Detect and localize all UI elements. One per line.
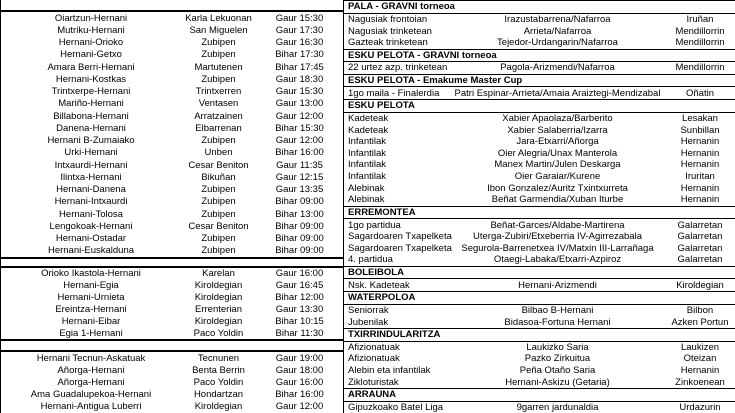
table-row bbox=[1, 303, 343, 315]
section-header-label: ESKU PELOTA - GRAVNI torneoa bbox=[348, 49, 497, 61]
time-label: Bihar 09:00 bbox=[275, 245, 324, 257]
table-row bbox=[1, 352, 343, 364]
category-label: Gipuzkoako Batel Liga bbox=[348, 401, 444, 413]
match-label: Lengokoak-Hernani bbox=[49, 220, 133, 232]
match-label: Hernani B-Zumaiako bbox=[47, 135, 135, 147]
table-row bbox=[1, 135, 343, 147]
location-label: Galarretan bbox=[677, 254, 723, 266]
time-label: Gaur 18:30 bbox=[275, 73, 324, 85]
match-label: Trintxerpe-Hernani bbox=[51, 86, 131, 98]
match-label: Egia 1-Hernani bbox=[59, 327, 123, 339]
table-row bbox=[344, 305, 735, 317]
table-row bbox=[1, 73, 343, 85]
match-label: Hernani-Orioko bbox=[58, 37, 124, 49]
table-row bbox=[1, 61, 343, 73]
time-label: Bihar 16:00 bbox=[275, 389, 324, 401]
table-row bbox=[344, 376, 735, 388]
venue-label: Zubipen bbox=[201, 184, 236, 196]
venue-label: Kiroldegian bbox=[194, 292, 243, 304]
table-row bbox=[1, 86, 343, 98]
time-label: Gaur 12:00 bbox=[275, 401, 324, 413]
category-label: 1go partidua bbox=[348, 219, 401, 231]
time-label: Gaur 16:00 bbox=[275, 377, 324, 388]
location-label: Zinkoenean bbox=[675, 376, 725, 388]
table-row bbox=[344, 342, 735, 354]
location-label: Kiroldegian bbox=[676, 279, 724, 291]
table-row bbox=[1, 245, 343, 257]
section-header-esku-pelota-gravni bbox=[344, 49, 735, 63]
match-label: Hernani-Ostadar bbox=[55, 233, 127, 245]
table-row bbox=[1, 37, 343, 49]
match-label: Hernani-Kostkas bbox=[55, 73, 127, 85]
category-label: Nagusiak trinketean bbox=[348, 25, 432, 37]
participants-label: 9garren jardunaldia bbox=[516, 401, 599, 413]
section-header-label: ARRAUNA bbox=[348, 389, 397, 401]
participants-label: Pagola-Arizmendi/Nafarroa bbox=[500, 62, 615, 74]
section-header-label: PALA - GRAVNI torneoa bbox=[348, 1, 455, 13]
time-label: Bihar 11:30 bbox=[275, 327, 324, 339]
venue-label: Zubipen bbox=[201, 49, 236, 61]
match-label: Hernani-Egia bbox=[63, 280, 119, 292]
match-label: Hernani-Intxaurdi bbox=[54, 196, 128, 208]
table-row bbox=[1, 364, 343, 376]
time-label: Bihar 16:00 bbox=[275, 147, 324, 159]
table-row bbox=[344, 219, 735, 231]
time-label: Gaur 16:30 bbox=[275, 37, 324, 49]
location-label: Bilbon bbox=[686, 304, 714, 316]
match-label: Mutriku-Hernani bbox=[57, 24, 125, 36]
match-label: Añorga-Hernani bbox=[57, 377, 125, 388]
match-schedule-table bbox=[0, 0, 343, 413]
participants-label: Patri Espinar-Arrieta/Amaia Araiztegi-Mendizabal bbox=[454, 87, 661, 99]
table-row bbox=[344, 62, 735, 74]
category-label: Alebinak bbox=[348, 194, 385, 206]
location-label: Oteizan bbox=[683, 353, 717, 365]
venue-label: Bikuñan bbox=[201, 171, 236, 183]
location-label: Oñatin bbox=[686, 87, 714, 99]
category-label: Afizionatuak bbox=[348, 341, 400, 353]
participants-label: Oier Garaiar/Kurene bbox=[514, 171, 601, 183]
location-label: Galarretan bbox=[677, 219, 723, 231]
time-label: Gaur 13:35 bbox=[275, 184, 324, 196]
match-label: Hernani-Euskalduna bbox=[47, 245, 135, 257]
venue-label: Paco Yoldin bbox=[193, 327, 244, 339]
table-row bbox=[1, 315, 343, 327]
category-label: Nagusiak frontoian bbox=[348, 13, 428, 25]
location-label: Laukizen bbox=[680, 341, 720, 353]
match-label: Mariño-Hernani bbox=[58, 98, 124, 110]
location-label: Galarretan bbox=[677, 231, 723, 243]
participants-label: Hernani-Arizmendi bbox=[518, 279, 597, 291]
participants-label: Irazustabarrena/Nafarroa bbox=[504, 13, 611, 25]
category-label: Kadeteak bbox=[348, 112, 389, 124]
section-header-esku-pelota bbox=[344, 99, 735, 113]
venue-label: Zubipen bbox=[201, 37, 236, 49]
venue-label: Zubipen bbox=[201, 208, 236, 220]
schedule-section-3 bbox=[1, 350, 343, 413]
location-label: Mendillorrin bbox=[675, 37, 725, 49]
venue-label: Kiroldegian bbox=[194, 401, 243, 413]
table-row bbox=[344, 37, 735, 49]
location-label: Iruritan bbox=[685, 171, 715, 183]
category-label: 4. partidua bbox=[348, 254, 393, 266]
table-row bbox=[344, 113, 735, 125]
category-label: Infantilak bbox=[348, 136, 387, 148]
venue-label: Kiroldegian bbox=[194, 315, 243, 327]
table-row bbox=[344, 182, 735, 194]
match-label: Intxaurdi-Hernani bbox=[54, 159, 128, 171]
match-label: Hernani-Urnieta bbox=[57, 292, 125, 304]
table-row bbox=[1, 196, 343, 208]
table-row bbox=[344, 254, 735, 266]
section-header-label: ESKU PELOTA - Emakume Master Cup bbox=[348, 75, 523, 87]
category-label: Zikloturistak bbox=[348, 376, 399, 388]
venue-label: Hondartzan bbox=[193, 389, 244, 401]
location-label: Hernanin bbox=[680, 182, 720, 194]
category-label: Jubenilak bbox=[348, 316, 389, 328]
time-label: Gaur 16:00 bbox=[275, 268, 324, 280]
venue-label: San Miguelen bbox=[189, 24, 248, 36]
table-row bbox=[1, 12, 343, 24]
sport-agenda-panel bbox=[343, 0, 735, 413]
location-label: Hernanin bbox=[680, 365, 720, 377]
category-label: 22 urtez azp. trinketean bbox=[348, 62, 448, 74]
venue-label: Zubipen bbox=[201, 73, 236, 85]
participants-label: Peña Otaño Saria bbox=[519, 365, 596, 377]
table-row bbox=[344, 353, 735, 365]
table-row bbox=[1, 376, 343, 388]
participants-label: Laukizko Saria bbox=[526, 341, 589, 353]
category-label: Sagardoaren Txapelketa bbox=[348, 242, 452, 254]
venue-label: Zubipen bbox=[201, 233, 236, 245]
time-label: Bihar 09:00 bbox=[275, 220, 324, 232]
table-row bbox=[344, 159, 735, 171]
time-label: Gaur 18:00 bbox=[275, 364, 324, 376]
time-label: Bihar 17:45 bbox=[275, 61, 324, 73]
section-header-waterpoloa bbox=[344, 291, 735, 305]
table-row bbox=[344, 25, 735, 37]
time-label: Bihar 09:00 bbox=[275, 233, 324, 245]
match-label: Añorga-Hernani bbox=[57, 364, 125, 376]
location-label: Mendillorrin bbox=[675, 25, 725, 37]
table-row bbox=[344, 231, 735, 243]
venue-label: Trintxerren bbox=[195, 86, 242, 98]
category-label: Alebin eta infantilak bbox=[348, 365, 431, 377]
time-label: Bihar 10:15 bbox=[275, 315, 324, 327]
location-label: Azken Portun bbox=[671, 316, 729, 328]
venue-label: Paco Yoldin bbox=[193, 377, 244, 388]
time-label: Bihar 15:30 bbox=[275, 122, 324, 134]
location-label: Mendillorrin bbox=[675, 62, 725, 74]
time-label: Gaur 12:15 bbox=[275, 171, 324, 183]
venue-label: Elbarrenan bbox=[195, 122, 242, 134]
time-label: Bihar 17:30 bbox=[275, 49, 324, 61]
location-label: Hernanin bbox=[680, 136, 720, 148]
category-label: Infantilak bbox=[348, 147, 387, 159]
section-header-label: BOLEIBOLA bbox=[348, 267, 404, 279]
match-label: Hernani-Tolosa bbox=[59, 208, 123, 220]
section-header-txirrindularitza bbox=[344, 328, 735, 342]
location-label: Galarretan bbox=[677, 242, 723, 254]
table-row bbox=[1, 98, 343, 110]
time-label: Gaur 12:00 bbox=[275, 135, 324, 147]
match-label: Hernani-Eibar bbox=[61, 315, 121, 327]
venue-label: Tecnunen bbox=[197, 352, 240, 364]
category-label: 1go maila - Finalerdia bbox=[348, 87, 440, 99]
match-label: Ilintxa-Hernani bbox=[60, 171, 122, 183]
table-row bbox=[344, 14, 735, 26]
venue-label: Cesar Beniton bbox=[188, 220, 249, 232]
participants-label: Beñat-Garces/Aldabe-Martirena bbox=[490, 219, 625, 231]
participants-label: Beñat Garmendia/Xuban Iturbe bbox=[491, 194, 624, 206]
category-label: Nsk. Kadeteak bbox=[348, 279, 410, 291]
section-header-arrauna bbox=[344, 388, 735, 402]
participants-label: Otaegi-Labaka/Etxarri-Azpiroz bbox=[493, 254, 622, 266]
time-label: Bihar 13:00 bbox=[275, 208, 324, 220]
participants-label: Ibon Gonzalez/Auritz Txintxurreta bbox=[487, 182, 628, 194]
table-row bbox=[344, 136, 735, 148]
table-row bbox=[344, 87, 735, 99]
table-row bbox=[344, 279, 735, 291]
table-row bbox=[344, 365, 735, 377]
participants-label: Segurola-Barrenetxea IV/Matxin III-Larrañaga bbox=[461, 242, 654, 254]
time-label: Gaur 16:45 bbox=[275, 280, 324, 292]
location-label: Lesakan bbox=[682, 112, 718, 124]
section-header-label: WATERPOLOA bbox=[348, 292, 416, 304]
venue-label: Arratzainen bbox=[194, 110, 243, 122]
participants-label: Xabier Salaberria/Izarra bbox=[507, 124, 608, 136]
location-label: Hernanin bbox=[680, 159, 720, 171]
match-label: Amara Berri-Hernani bbox=[47, 61, 135, 73]
table-row bbox=[1, 24, 343, 36]
location-label: Sunbillan bbox=[680, 124, 720, 136]
table-row bbox=[1, 401, 343, 413]
section-header-label: ESKU PELOTA bbox=[348, 100, 415, 112]
category-label: Infantilak bbox=[348, 159, 387, 171]
table-row bbox=[1, 122, 343, 134]
table-row bbox=[344, 124, 735, 136]
table-row bbox=[1, 389, 343, 401]
section-header-label: ERREMONTEA bbox=[348, 206, 416, 218]
table-row bbox=[344, 148, 735, 160]
table-row bbox=[344, 316, 735, 328]
match-label: Ereintza-Hernani bbox=[55, 303, 127, 315]
venue-label: Karla Lekuonan bbox=[185, 12, 252, 24]
time-label: Gaur 19:00 bbox=[275, 352, 324, 364]
table-row bbox=[1, 110, 343, 122]
match-label: Urki-Hernani bbox=[64, 147, 118, 159]
venue-label: Benta Berrin bbox=[192, 364, 245, 376]
category-label: Alebinak bbox=[348, 182, 385, 194]
table-row bbox=[344, 402, 735, 413]
participants-label: Tejedor-Urdangarin/Nafarroa bbox=[497, 37, 618, 49]
location-label: Iruñan bbox=[686, 13, 714, 25]
venue-label: Unben bbox=[204, 147, 233, 159]
table-row bbox=[344, 194, 735, 206]
match-label: Oiartzun-Hernani bbox=[54, 12, 128, 24]
table-row bbox=[1, 184, 343, 196]
category-label: Infantilak bbox=[348, 171, 387, 183]
match-label: Ama Guadalupekoa-Hernani bbox=[30, 389, 152, 401]
table-row bbox=[1, 220, 343, 232]
location-label: Hernanin bbox=[680, 194, 720, 206]
location-label: Hernanin bbox=[680, 147, 720, 159]
time-label: Gaur 13:30 bbox=[275, 303, 324, 315]
time-label: Gaur 12:00 bbox=[275, 110, 324, 122]
venue-label: Cesar Beniton bbox=[188, 159, 249, 171]
match-label: Hernani-Getxo bbox=[60, 49, 122, 61]
time-label: Bihar 12:00 bbox=[275, 292, 324, 304]
participants-label: Arrieta/Nafarroa bbox=[523, 25, 592, 37]
match-label: Hernani-Antigua Luberri bbox=[40, 401, 142, 413]
time-label: Gaur 11:35 bbox=[276, 159, 323, 171]
time-label: Gaur 15:30 bbox=[275, 12, 324, 24]
venue-label: Ventasen bbox=[198, 98, 239, 110]
table-row bbox=[1, 292, 343, 304]
table-row bbox=[1, 233, 343, 245]
venue-label: Zubipen bbox=[201, 245, 236, 257]
venue-label: Karelan bbox=[202, 268, 235, 280]
time-label: Gaur 15:30 bbox=[275, 86, 324, 98]
table-row bbox=[1, 268, 343, 280]
match-label: Billabona-Hernani bbox=[53, 110, 129, 122]
section-header-erremontea bbox=[344, 206, 735, 220]
venue-label: Errenterian bbox=[195, 303, 242, 315]
section-header-emakume-master-cup bbox=[344, 74, 735, 88]
table-row bbox=[1, 280, 343, 292]
category-label: Gazteak trinketean bbox=[348, 37, 428, 49]
participants-label: Bidasoa-Fortuna Hernani bbox=[504, 316, 611, 328]
participants-label: Jara-Etxarri/Añorga bbox=[516, 136, 599, 148]
schedule-section-2 bbox=[1, 266, 343, 341]
participants-label: Xabier Apaolaza/Barberito bbox=[502, 112, 613, 124]
venue-label: Zubipen bbox=[201, 135, 236, 147]
venue-label: Zubipen bbox=[201, 196, 236, 208]
time-label: Bihar 09:00 bbox=[275, 196, 324, 208]
time-label: Gaur 13:00 bbox=[275, 98, 324, 110]
match-label: Hernani Tecnun-Askatuak bbox=[36, 352, 146, 364]
participants-label: Hernani-Askizu (Getaria) bbox=[505, 376, 610, 388]
category-label: Afizionatuak bbox=[348, 353, 400, 365]
venue-label: Kiroldegian bbox=[194, 280, 243, 292]
match-label: Danena-Hernani bbox=[56, 122, 126, 134]
participants-label: Pazko Zirkuitua bbox=[524, 353, 591, 365]
category-label: Seniorrak bbox=[348, 304, 389, 316]
table-row bbox=[1, 171, 343, 183]
category-label: Kadeteak bbox=[348, 124, 389, 136]
section-header-label: TXIRRINDULARITZA bbox=[348, 329, 441, 341]
table-row bbox=[1, 147, 343, 159]
table-row bbox=[1, 49, 343, 61]
section-header-pala bbox=[344, 0, 735, 14]
participants-label: Bilbao B-Hernani bbox=[521, 304, 594, 316]
category-label: Sagardoaren Txapelketa bbox=[348, 231, 452, 243]
table-row bbox=[1, 159, 343, 171]
participants-label: Oier Alegria/Unax Manterola bbox=[497, 147, 618, 159]
participants-label: Manex Martin/Julen Deskarga bbox=[494, 159, 621, 171]
table-row bbox=[344, 171, 735, 183]
table-row bbox=[344, 243, 735, 255]
match-label: Hernani-Danena bbox=[56, 184, 126, 196]
time-label: Gaur 17:30 bbox=[275, 24, 324, 36]
match-label: Orioko Ikastola-Hernani bbox=[41, 268, 141, 280]
participants-label: Uterga-Zubiri/Etxeberria IV-Agirrezabala bbox=[473, 231, 642, 243]
location-label: Urdazurin bbox=[679, 401, 721, 413]
table-row bbox=[1, 327, 343, 339]
schedule-section-1 bbox=[1, 10, 343, 259]
table-row bbox=[1, 208, 343, 220]
section-header-boleibola bbox=[344, 266, 735, 280]
venue-label: Martutenen bbox=[194, 61, 243, 73]
